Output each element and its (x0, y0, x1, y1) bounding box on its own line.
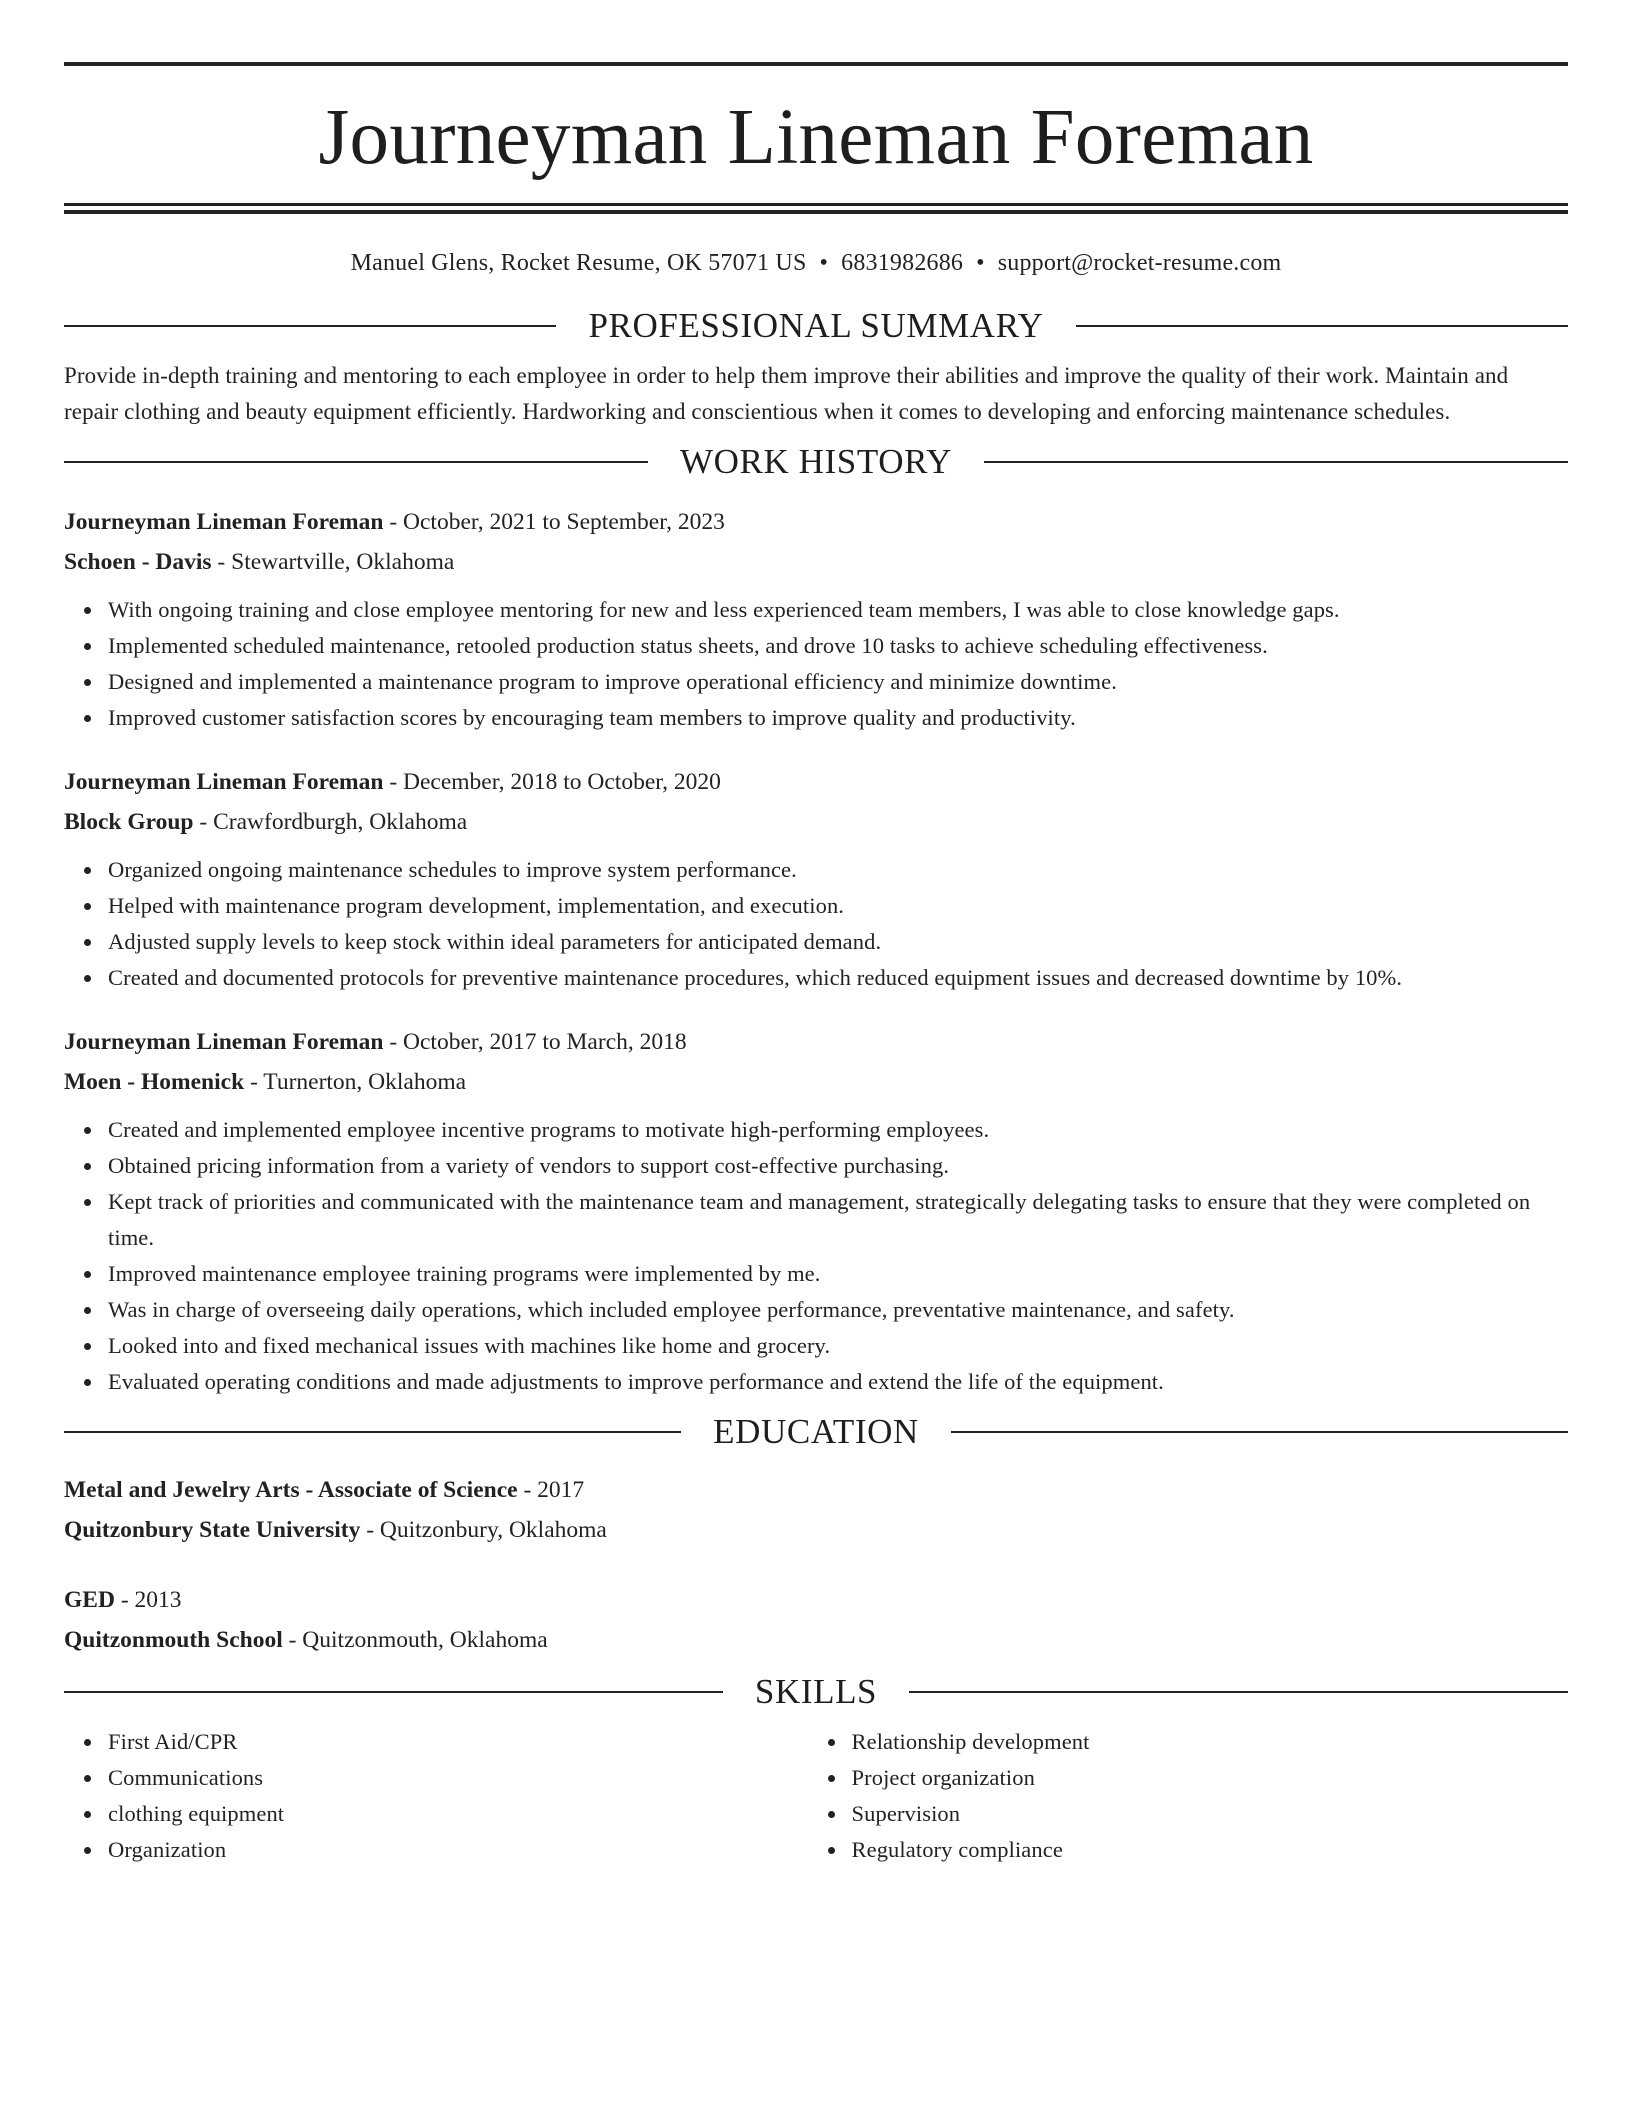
education-location: - Quitzonmouth, Oklahoma (282, 1627, 548, 1653)
skills-heading-label: SKILLS (754, 1672, 878, 1711)
skill-item: clothing equipment (108, 1796, 808, 1832)
list-item: With ongoing training and close employee mentoring for new and less experienced team members, I was able to close knowledge gaps. (108, 592, 1568, 628)
summary-heading-label: PROFESSIONAL SUMMARY (588, 306, 1044, 345)
education-entry (64, 1580, 1568, 1660)
title-double-rule (64, 203, 1568, 214)
summary-section-heading (64, 306, 1568, 346)
heading-rule-left (64, 461, 648, 463)
skill-item: Organization (108, 1832, 808, 1868)
job-company-line (64, 542, 1568, 582)
job-title-line (64, 1022, 1568, 1062)
job-entry (64, 502, 1568, 736)
skills-list-left (64, 1724, 808, 1868)
work-section-heading (64, 442, 1568, 482)
education-degree: GED (64, 1587, 115, 1613)
work-heading-label: WORK HISTORY (680, 442, 952, 481)
contact-line (64, 248, 1568, 278)
list-item: Designed and implemented a maintenance program to improve operational efficiency and minimize downtime. (108, 664, 1568, 700)
resume-page (64, 62, 1568, 1868)
job-company: Schoen - Davis (64, 549, 212, 575)
top-rule (64, 62, 1568, 66)
contact-email: support@rocket-resume.com (997, 250, 1282, 276)
list-item: Improved maintenance employee training programs were implemented by me. (108, 1256, 1568, 1292)
job-bullets (64, 1112, 1568, 1400)
job-bullets (64, 852, 1568, 996)
resume-title: Journeyman Lineman Foreman (318, 94, 1314, 181)
skill-item: Relationship development (852, 1724, 1568, 1760)
job-title-line (64, 762, 1568, 802)
heading-rule-left (64, 325, 556, 327)
list-item: Helped with maintenance program development, implementation, and execution. (108, 888, 1568, 924)
summary-text: Provide in-depth training and mentoring to each employee in order to help them improve their abilities and improve the quality of their work. Maintain and repair clothing and beauty equipment efficiently. Hardworking and conscientious when it comes to developing and enforcing maintenance schedules. (64, 363, 1509, 424)
skill-item: Regulatory compliance (852, 1832, 1568, 1868)
list-item: Obtained pricing information from a variety of vendors to support cost-effective purchasing. (108, 1148, 1568, 1184)
list-item: Created and documented protocols for preventive maintenance procedures, which reduced equipment issues and decreased downtime by 10%. (108, 960, 1568, 996)
list-item: Improved customer satisfaction scores by encouraging team members to improve quality and productivity. (108, 700, 1568, 736)
job-company-line (64, 802, 1568, 842)
job-entry (64, 1022, 1568, 1400)
skills-columns (64, 1724, 1568, 1868)
contact-phone: 6831982686 (841, 250, 964, 276)
list-item: Adjusted supply levels to keep stock within ideal parameters for anticipated demand. (108, 924, 1568, 960)
education-year: - 2017 (517, 1477, 585, 1503)
education-entry (64, 1470, 1568, 1550)
job-company: Block Group (64, 809, 194, 835)
heading-rule-left (64, 1691, 723, 1693)
heading-rule-right (951, 1431, 1568, 1433)
job-dates: - December, 2018 to October, 2020 (383, 769, 721, 795)
skills-list-right (808, 1724, 1568, 1868)
skill-item: Project organization (852, 1760, 1568, 1796)
skill-item: First Aid/CPR (108, 1724, 808, 1760)
job-dates: - October, 2017 to March, 2018 (383, 1029, 687, 1055)
contact-separator: • (976, 250, 985, 276)
contact-separator: • (819, 250, 829, 276)
heading-rule-right (909, 1691, 1568, 1693)
heading-rule-right (984, 461, 1568, 463)
job-company-line (64, 1062, 1568, 1102)
education-school-line (64, 1510, 1568, 1550)
list-item: Organized ongoing maintenance schedules to improve system performance. (108, 852, 1568, 888)
job-title: Journeyman Lineman Foreman (64, 509, 384, 535)
job-company: Moen - Homenick (64, 1069, 245, 1095)
job-dates: - October, 2021 to September, 2023 (383, 509, 725, 535)
education-degree: Metal and Jewelry Arts - Associate of Science (64, 1477, 518, 1503)
heading-rule-left (64, 1431, 681, 1433)
job-location: - Crawfordburgh, Oklahoma (193, 809, 468, 835)
job-location: - Stewartville, Oklahoma (211, 549, 455, 575)
education-location: - Quitzonbury, Oklahoma (360, 1517, 607, 1543)
list-item: Kept track of priorities and communicated with the maintenance team and management, strategically delegating tasks to ensure that they were completed on time. (108, 1184, 1568, 1256)
education-year: - 2013 (114, 1587, 182, 1613)
education-heading-label: EDUCATION (713, 1412, 919, 1451)
list-item: Created and implemented employee incentive programs to motivate high-performing employees. (108, 1112, 1568, 1148)
skill-item: Communications (108, 1760, 808, 1796)
job-title: Journeyman Lineman Foreman (64, 769, 384, 795)
list-item: Was in charge of overseeing daily operations, which included employee performance, preventative maintenance, and safety. (108, 1292, 1568, 1328)
job-entry (64, 762, 1568, 996)
list-item: Implemented scheduled maintenance, retooled production status sheets, and drove 10 tasks to achieve scheduling effectiveness. (108, 628, 1568, 664)
job-title-line (64, 502, 1568, 542)
education-degree-line (64, 1580, 1568, 1620)
job-title: Journeyman Lineman Foreman (64, 1029, 384, 1055)
list-item: Looked into and fixed mechanical issues with machines like home and grocery. (108, 1328, 1568, 1364)
education-school: Quitzonbury State University (64, 1517, 361, 1543)
heading-rule-right (1076, 325, 1568, 327)
education-degree-line (64, 1470, 1568, 1510)
education-school-line (64, 1620, 1568, 1660)
education-section-heading (64, 1412, 1568, 1452)
contact-address: Manuel Glens, Rocket Resume, OK 57071 US (350, 250, 807, 276)
skill-item: Supervision (852, 1796, 1568, 1832)
list-item: Evaluated operating conditions and made adjustments to improve performance and extend the life of the equipment. (108, 1364, 1568, 1400)
education-school: Quitzonmouth School (64, 1627, 283, 1653)
skills-section-heading (64, 1672, 1568, 1712)
job-location: - Turnerton, Oklahoma (244, 1069, 467, 1095)
job-bullets (64, 592, 1568, 736)
